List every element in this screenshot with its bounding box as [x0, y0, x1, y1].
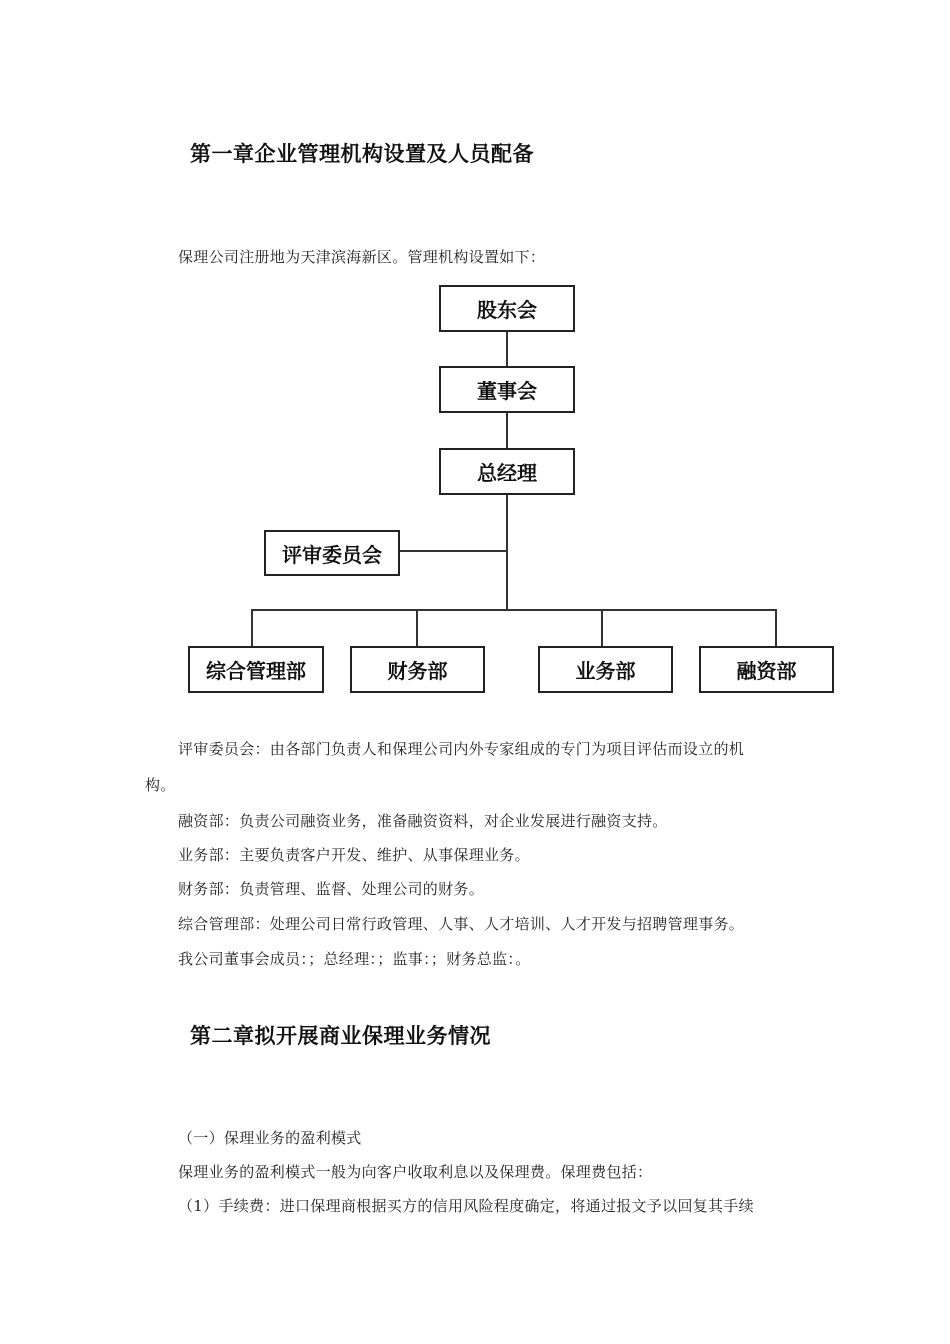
org-box-shareholders: 股东会 — [439, 285, 575, 332]
chapter-1-intro: 保理公司注册地为天津滨海新区。管理机构设置如下： — [178, 248, 546, 266]
chapter-2-section-1-heading: （一）保理业务的盈利模式 — [178, 1129, 362, 1147]
desc-business-dept: 业务部：主要负责客户开发、维护、从事保理业务。 — [178, 846, 530, 864]
org-box-board: 董事会 — [439, 366, 575, 413]
desc-finance-dept: 财务部：负责管理、监督、处理公司的财务。 — [178, 880, 485, 898]
org-box-admin-dept: 综合管理部 — [188, 646, 324, 693]
chapter-2-title: 第二章拟开展商业保理业务情况 — [190, 1024, 491, 1048]
line-shareholders-board — [506, 331, 508, 366]
desc-financing-dept: 融资部：负责公司融资业务，准备融资资料，对企业发展进行融资支持。 — [178, 812, 668, 830]
line-board-gm — [506, 412, 508, 448]
org-box-finance-dept: 财务部 — [350, 646, 485, 693]
org-box-general-manager: 总经理 — [439, 448, 575, 495]
desc-board-members: 我公司董事会成员：；总经理：；监事：；财务总监：。 — [178, 950, 531, 968]
chapter-2-para-1: 保理业务的盈利模式一般为向客户收取利息以及保理费。保理费包括： — [178, 1163, 653, 1181]
line-dept-finance — [416, 609, 418, 647]
chapter-1-title: 第一章企业管理机构设置及人员配备 — [190, 142, 534, 166]
org-box-review-committee: 评审委员会 — [264, 530, 400, 576]
org-box-financing-dept: 融资部 — [699, 646, 834, 693]
desc-review-committee-line2: 构。 — [145, 776, 176, 794]
line-gm-trunk — [506, 494, 508, 611]
line-departments-bus — [251, 609, 777, 611]
line-committee-branch — [398, 550, 508, 552]
line-dept-admin — [251, 609, 253, 647]
desc-review-committee-line1: 评审委员会：由各部门负责人和保理公司内外专家组成的专门为项目评估而设立的机 — [178, 740, 745, 758]
org-box-business-dept: 业务部 — [538, 646, 673, 693]
chapter-2-para-2: （1）手续费：进口保理商根据买方的信用风险程度确定，将通过报文予以回复其手续 — [178, 1197, 754, 1215]
line-dept-financing — [775, 609, 777, 647]
line-dept-business — [601, 609, 603, 647]
desc-admin-dept: 综合管理部：处理公司日常行政管理、人事、人才培训、人才开发与招聘管理事务。 — [178, 915, 745, 933]
